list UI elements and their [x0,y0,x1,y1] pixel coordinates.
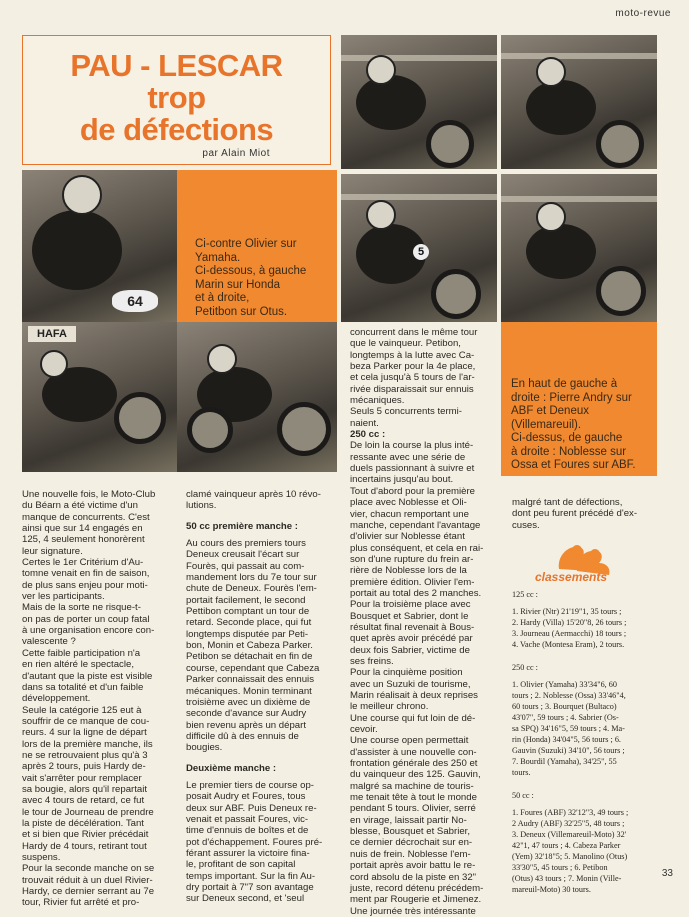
section-heading-50cc-first: 50 cc première manche : [186,520,298,532]
text-line: suspens. [22,852,61,863]
result-line: 1. Rivier (Ntr) 21'19"1, 35 tours ; [512,607,622,616]
text-line: Certes le 1er Critérium d'Au- [22,557,144,569]
text-line: duels passionnant à suivre et [350,463,475,475]
text-line: malgré tant de défections, [512,497,623,508]
text-line: mécaniques. [350,395,405,407]
text-line: Tout d'abord pour la première [350,485,476,497]
result-line: mareuil-Moto) 30 tours. [512,885,591,894]
text-line: longtemps disputée par Peti- [186,628,309,640]
photo-noblesse-ossa [341,174,497,322]
text-line: après 2 tours, puis Hardy de- [22,761,146,773]
text-line: mandement lors du 7e tour sur [186,572,317,584]
result-line: (Otus) 43 tours ; 7. Monin (Ville- [512,874,622,883]
text-line: deux fois Sabrier, victime de [350,644,470,656]
article-column-2 [186,489,336,905]
text-line: avec un Suzuki de tourisme, [350,678,471,690]
hafa-sign: HAFA [28,326,76,342]
result-line: 43'07", 59 tours ; 4. Sabrier (Os- [512,713,619,722]
section-heading-250cc: 250 cc : [350,429,386,441]
text-line: pot d'échappement. Foures pré- [186,836,323,848]
caption-right-line: à droite : Noblesse sur [511,445,627,458]
text-line: manche, cependant l'avantage [350,519,481,531]
text-line: vier, chacun remportant une [350,508,469,520]
text-line: time d'ennuis de boîtes et de [186,825,309,837]
article-title-line-2: trop [147,80,206,115]
text-line: bon, Monin et Cabeza Parker. [186,640,313,652]
photo-marin-honda [22,322,177,472]
caption-right-line: Ci-dessus, de gauche [511,432,623,444]
result-line: 60 tours ; 3. Bourquet (Bultaco) [512,702,617,711]
text-line: De loin la course la plus inté- [350,440,474,452]
text-line: en rien altéré le spectacle, [22,659,134,671]
text-line: du Béarn a été victime d'un [22,500,138,512]
text-line: Seule la catégorie 125 eut à [22,704,142,716]
caption-left-line: Marin sur Honda [195,278,281,291]
text-line: Le premier tiers de course op- [186,779,314,791]
text-line: Petibon se détachait en fin de [186,651,313,663]
race-number-plate-5: 5 [413,244,429,260]
text-line: sur Deneux second, et 'seul [186,893,305,905]
caption-left-line: Petitbon sur Otus. [195,305,288,318]
text-line: Pour la troisième place avec [350,599,471,611]
text-line: portait au total des 2 manches. [350,587,482,599]
text-line: et cela jusqu'à 5 tours de l'ar- [350,372,475,384]
text-line: beza Parker pour la 4e place, [350,361,476,373]
text-line: temps important. Sur la fin Au- [186,870,316,882]
text-line: manque de concurrents. C'est [22,511,150,523]
text-line: cevoir. [350,724,378,736]
photo-foures-abf [501,174,657,322]
text-line: développement. [22,693,91,705]
article-column-3 [350,327,496,917]
text-line: ses freins. [350,655,394,667]
text-line: difficile dû à des ennuis de [186,730,299,742]
article-title-line-3: de défections [79,112,274,147]
text-line: seconde d'avance sur Audry [186,708,307,720]
text-line: férant assurer la victoire fina- [186,847,310,859]
text-line: malgré sa machine de touris- [350,780,474,792]
text-line: mécaniques. Monin terminant [186,685,312,697]
classements-label: classements [535,570,608,584]
text-line: me tenait tête à tout le monde [350,792,477,804]
text-line: lors de la première manche, ils [22,738,153,750]
text-line: la piste de décélération. Tant [22,817,144,829]
text-line: du vainqueur des 125. Gauvin, [350,769,481,781]
text-line: ressante avec une série de [350,451,466,463]
section-heading-second-manche: Deuxième manche : [186,762,277,774]
photo-olivier-yamaha [22,170,177,322]
text-line: troisième avec un dixième de [186,696,311,708]
text-line: Cette faible participation n'a [22,647,141,659]
byline: par Alain Miot [202,148,270,159]
text-line: concurrent dans le même tour [350,327,478,338]
text-line: Mais de la sorte ne risque-t- [22,602,141,614]
text-line: ver les participants. [22,591,105,603]
result-line: 33'30"5, 45 tours ; 6. Petibon [512,863,608,872]
text-line: Deneux creusait l'écart sur [186,549,300,561]
caption-right-line: ABF et Deneux [511,405,589,417]
text-line: avec 4 tours de retard, ce fut [22,795,145,807]
result-line: Gauvin (Suzuki) 34'10", 56 tours ; [512,746,625,755]
text-line: clamé vainqueur après 10 révo- [186,489,321,500]
result-line: 42"1, 47 tours ; 4. Cabeza Parker [512,841,621,850]
article-column-4 [512,497,660,531]
text-line: Une journée très intéressante [350,905,476,917]
text-line: le meilleur chrono. [350,701,429,713]
text-line: en virage, laissait partir No- [350,814,467,826]
result-line: tours ; 2. Noblesse (Ossa) 33'46"4, [512,691,626,700]
race-number-plate-64: 64 [112,290,158,312]
text-line: Pettibon comptant un tour de [186,606,310,618]
text-line: blesse, Bousquet et Sabrier, [350,826,470,838]
text-line: trouvait réduit à un duel Rivier- [22,874,153,886]
text-line: place avec Noblesse et Oli- [350,497,467,509]
text-line: longtemps à la lutte avec Ca- [350,349,475,361]
text-line: 125, 4 seulement honorèrent [22,534,145,546]
text-line: pendant 5 tours. Olivier, serré [350,803,476,815]
text-line: Bousquet et Sabrier, dont le [350,610,469,622]
text-line: tomne venait en fin de saison, [22,568,150,580]
text-line: cord absolu de la piste en 32" [350,871,477,883]
text-line: course, cependant que Cabeza [186,662,320,674]
text-line: naient. [350,417,379,429]
result-line: sa SPQ) 34'16"5, 59 tours ; 4. Ma- [512,724,625,733]
text-line: de plus sans enjeu pour moti- [22,579,148,591]
text-line: chute de Deneux. Fourès l'em- [186,583,317,595]
text-line: le tour de Journeau de prendre [22,806,154,818]
results-category-250: 250 cc : [512,663,538,672]
text-line: que le vainqueur. Petibon, [350,338,461,350]
text-line: Une nouvelle fois, le Moto-Club [22,489,156,500]
text-line: cuses. [512,519,540,531]
text-line: on pas de porter un coup fatal [22,613,150,625]
text-line: quet après avoir précédé par [350,633,473,645]
photo-petitbon-otus [177,322,337,472]
text-line: Hardy de 4 tours, retirant tout [22,840,147,852]
text-line: Parker connaissait des ennuis [186,674,314,686]
text-line: dans sa totalité et d'un faible [22,681,144,693]
text-line: d'assister à une nouvelle con- [350,746,477,758]
text-line: Hardy, ce dernier serrant au 7e [22,886,155,898]
text-line: tour, Rivier fut arrêté et pro- [22,897,140,909]
text-line: leur signature. [22,545,83,557]
text-line: à une organisation encore con- [22,625,155,637]
text-line: dont peu furent précédé d'ex- [512,508,638,520]
text-line: sa bougie, alors qu'il repartait [22,783,148,795]
text-line: reurs. 4 sur la ligne de départ [22,727,147,739]
text-line: Seuls 5 concurrents termi- [350,406,462,418]
text-line: souffrir de ce manque de cou- [22,715,150,727]
text-line: première édition. Olivier l'em- [350,576,475,588]
text-line: posait Audry et Foures, tous [186,791,306,803]
text-line: portait après avoir battu le re- [350,860,476,872]
results-panel [512,580,662,895]
result-line: (Yem) 32'18"5; 5. Manolino (Otus) [512,852,628,861]
text-line: bien revenu après un départ [186,719,307,731]
text-line: lutions. [186,500,217,512]
text-line: juste, record détenu précédem- [350,882,484,894]
caption-right-line: (Villemareuil). [511,418,582,431]
magazine-brand: moto-revue [615,8,671,19]
text-line: ment par Rougerie et Jimenez. [350,894,482,906]
text-line: retard. Seconde place, qui fut [186,617,312,629]
caption-right-line: droite : Pierre Andry sur [511,391,632,404]
caption-box-right [501,322,657,476]
result-line: 1. Olivier (Yamaha) 33'34"6, 60 [512,680,617,689]
text-line: bougies. [186,742,223,754]
text-line: rivée disparaissait sur ennuis [350,383,474,395]
caption-left-line: Ci-contre Olivier sur [195,238,297,250]
article-title-line-1: PAU - LESCAR [70,48,283,83]
caption-right-line: En haut de gauche à [511,378,618,390]
text-line: ainsi que sur 14 engagés en [22,523,143,535]
text-line: portait facilement, le second [186,594,306,606]
caption-left-line: et à droite, [195,292,250,304]
text-line: d'autant que la piste est visible [22,670,153,682]
text-line: son d'une rupture du frein ar- [350,553,474,565]
text-line: valescente ? [22,636,76,648]
result-line: 7. Bourdil (Yamaha), 34'25", 55 [512,757,617,766]
title-box [22,35,331,165]
result-line: rin (Honda) 34'04"5, 56 tours ; 6. [512,735,621,744]
text-line: incertains jusqu'au bout. [350,474,454,486]
results-category-125: 125 cc : [512,590,538,599]
text-line: résultat final revenait à Bous- [350,621,475,633]
text-line: Une course qui fut loin de dé- [350,712,476,724]
page-number: 33 [661,868,673,879]
text-line: ne se retrouvaient plus qu'à 3 [22,749,148,761]
text-line: d'olivier sur Noblesse étant [350,531,465,543]
text-line: Au cours des premiers tours [186,538,306,550]
text-line: Pour la cinquième position [350,667,463,679]
result-line: 2. Hardy (Villa) 15'20"8, 26 tours ; [512,618,627,627]
text-line: plus conséquent, et cela en rai- [350,542,484,554]
result-line: tours. [512,768,531,777]
results-category-50: 50 cc : [512,791,534,800]
caption-left-line: Yamaha. [195,251,241,264]
text-line: le, profitant de son capital [186,859,296,871]
text-line: Pour la seconde manche on se [22,863,155,875]
text-line: vait s'arrêter pour remplacer [22,772,142,784]
text-line: nuis de frein. Noblesse l'em- [350,848,471,860]
result-line: 1. Foures (ABF) 32'12"3, 49 tours ; [512,808,629,817]
result-line: 4. Vache (Montesa Eram), 2 tours. [512,640,625,649]
result-line: 2 Audry (ABF) 32'25"5, 48 tours ; [512,819,625,828]
text-line: rière de Noblesse lors de la [350,565,467,577]
result-line: 3. Journeau (Aermacchi) 18 tours ; [512,629,627,638]
photo-andry-abf [341,35,497,169]
text-line: Marin réalisait à deux reprises [350,690,478,701]
text-line: ce dernier décrochait sur en- [350,837,473,849]
caption-left-line: Ci-dessous, à gauche [195,265,307,277]
caption-right-line: Ossa et Foures sur ABF. [511,459,636,471]
text-line: Fourès, qui passait au com- [186,560,305,572]
article-column-1 [22,489,172,909]
text-line: et si bien que Rivier précédait [22,829,149,841]
caption-box-left [177,170,337,322]
result-line: 3. Deneux (Villemareuil-Moto) 32' [512,830,627,839]
text-line: deux sur ABF. Puis Deneux re- [186,802,317,814]
text-line: frontation générale des 250 et [350,758,478,770]
photo-deneux [501,35,657,169]
text-line: venait et passait Foures, vic- [186,813,309,825]
text-line: dry portait à 7"7 son avantage [186,882,314,893]
text-line: Une course open permettait [350,735,469,747]
